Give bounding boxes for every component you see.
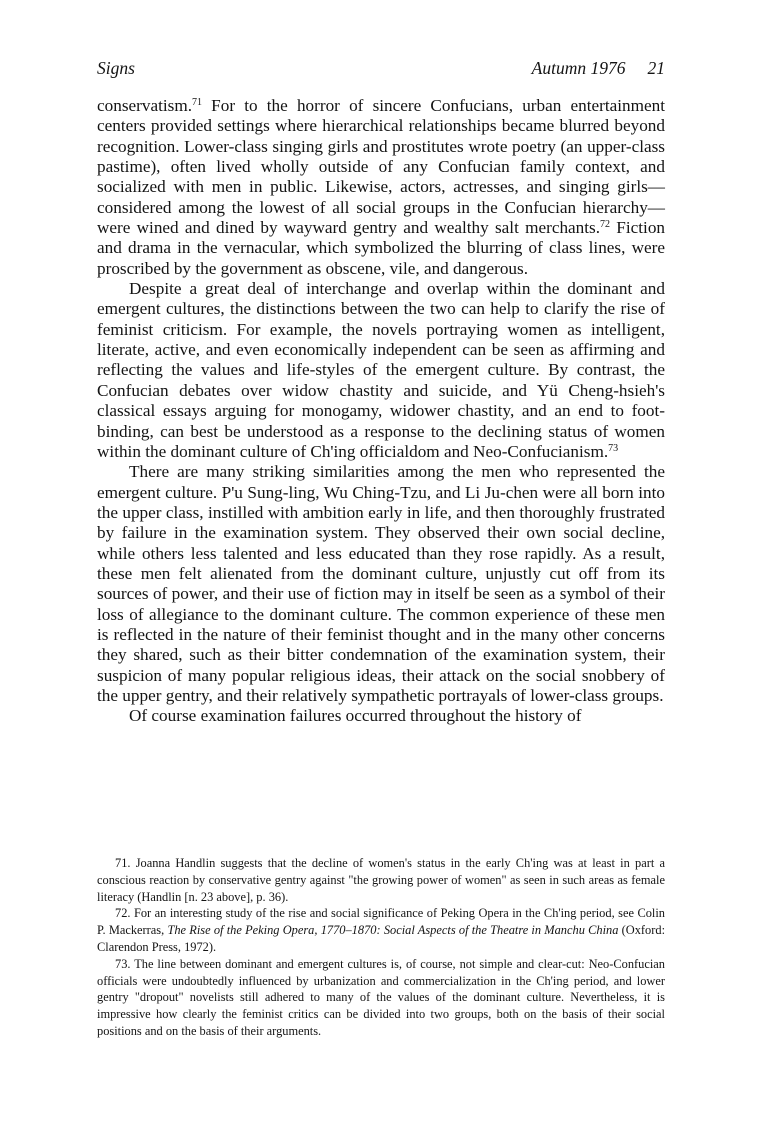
paragraph-1-text-b: For to the horror of sincere Confucians, urban entertainment centers provided settings where hierarchical relationships became blurred beyond recognition. Lower-class singing girls and prostitutes wrote poetry (an upper-class pastime), often lived wholly outside of any Confucian family context, and socialized with men in public. Likewise, actors, actresses, and singing girls—considered among the lowest of all social groups in the Confucian hierarchy—were wined and dined by wayward gentry and wealthy salt merchants. bbox=[97, 96, 665, 238]
paragraph-3: There are many striking similarities among the men who represented the emergent culture. P'u Sung-ling, Wu Ching-Tzu, and Li Ju-chen were all born into the upper class, instilled with ambition early in life, and then thoroughly frustrated by failure in the examination system. They observed their own social decline, while others less talented and less educated than they rose rapidly. As a result, these men felt alienated from the dominant culture, unjustly cut off from its sources of power, and their use of fiction may in itself be seen as a symbol of their loss of allegiance to the dominant culture. The common experience of these men is reflected in the nature of their feminist thought and in the many other concerns they shared, such as their bitter condemnation of the examination system, their suspicion of many popular religious ideas, their attack on the social snobbery of the upper gentry, and their relatively sympathetic portrayals of lower-class groups. bbox=[97, 462, 665, 705]
footnote-72-text-b: (Oxford: Clarendon Press, 1972). bbox=[97, 923, 666, 954]
footnote-72 bbox=[97, 905, 665, 955]
footnotes bbox=[97, 855, 665, 1040]
footnote-ref-73: 73 bbox=[608, 442, 619, 454]
issue-date: Autumn 1976 bbox=[531, 58, 626, 78]
footnote-72-book-title: The Rise of the Peking Opera, 1770–1870: Social Aspects of the Theatre in Manchu China bbox=[167, 923, 619, 938]
paragraph-1-text-a: conservatism. bbox=[97, 96, 192, 115]
footnote-ref-72: 72 bbox=[600, 219, 611, 231]
page-number: 21 bbox=[647, 58, 665, 78]
paragraph-4: Of course examination failures occurred throughout the history of bbox=[129, 706, 582, 726]
body-text bbox=[97, 96, 665, 727]
footnote-73: 73. The line between dominant and emergent cultures is, of course, not simple and clear-cut: Neo-Confucian officials were undoubtedly influenced by urbanization and commercialization in the Ch'ing period, and lower gentry "dropout" novelists still adhered to many of the values of the dominant culture. Nevertheless, it is impressive how clearly the feminist critics can be divided into two groups, both on the basis of their social positions and on the basis of their arguments. bbox=[97, 956, 665, 1038]
paragraph-2-text: Despite a great deal of interchange and overlap within the dominant and emergent cultures, the distinctions between the two can help to clarify the rise of feminist criticism. For example, the novels portraying women as intelligent, literate, active, and even economically independent can be seen as affirming and reflecting the values and life-styles of the emergent culture. By contrast, the Confucian debates over widow chastity and suicide, and Yü Cheng-hsieh's classical essays arguing for monogamy, widower chastity, and an end to foot-binding, can best be understood as a response to the declining status of women within the dominant culture of Ch'ing officialdom and Neo-Confucianism. bbox=[97, 279, 665, 461]
paragraph-2 bbox=[97, 279, 665, 462]
header-right bbox=[532, 58, 665, 79]
page bbox=[97, 58, 665, 727]
journal-title: Signs bbox=[97, 58, 135, 78]
running-header bbox=[97, 58, 665, 82]
paragraph-1-text-c: Fiction and drama in the vernacular, which symbolized the blurring of class lines, were proscribed by the government as obscene, vile, and dangerous. bbox=[97, 218, 666, 278]
footnote-71: 71. Joanna Handlin suggests that the decline of women's status in the early Ch'ing was at least in part a conscious reaction by conservative gentry against "the growing power of women" as seen in such areas as female literacy (Handlin [n. 23 above], p. 36). bbox=[97, 856, 665, 904]
paragraph-1 bbox=[97, 96, 665, 279]
footnote-ref-71: 71 bbox=[192, 97, 202, 108]
footnote-72-text-a: 72. For an interesting study of the rise and social significance of Peking Opera in the Ch'ing period, see Colin P. Mackerras, bbox=[97, 906, 665, 938]
